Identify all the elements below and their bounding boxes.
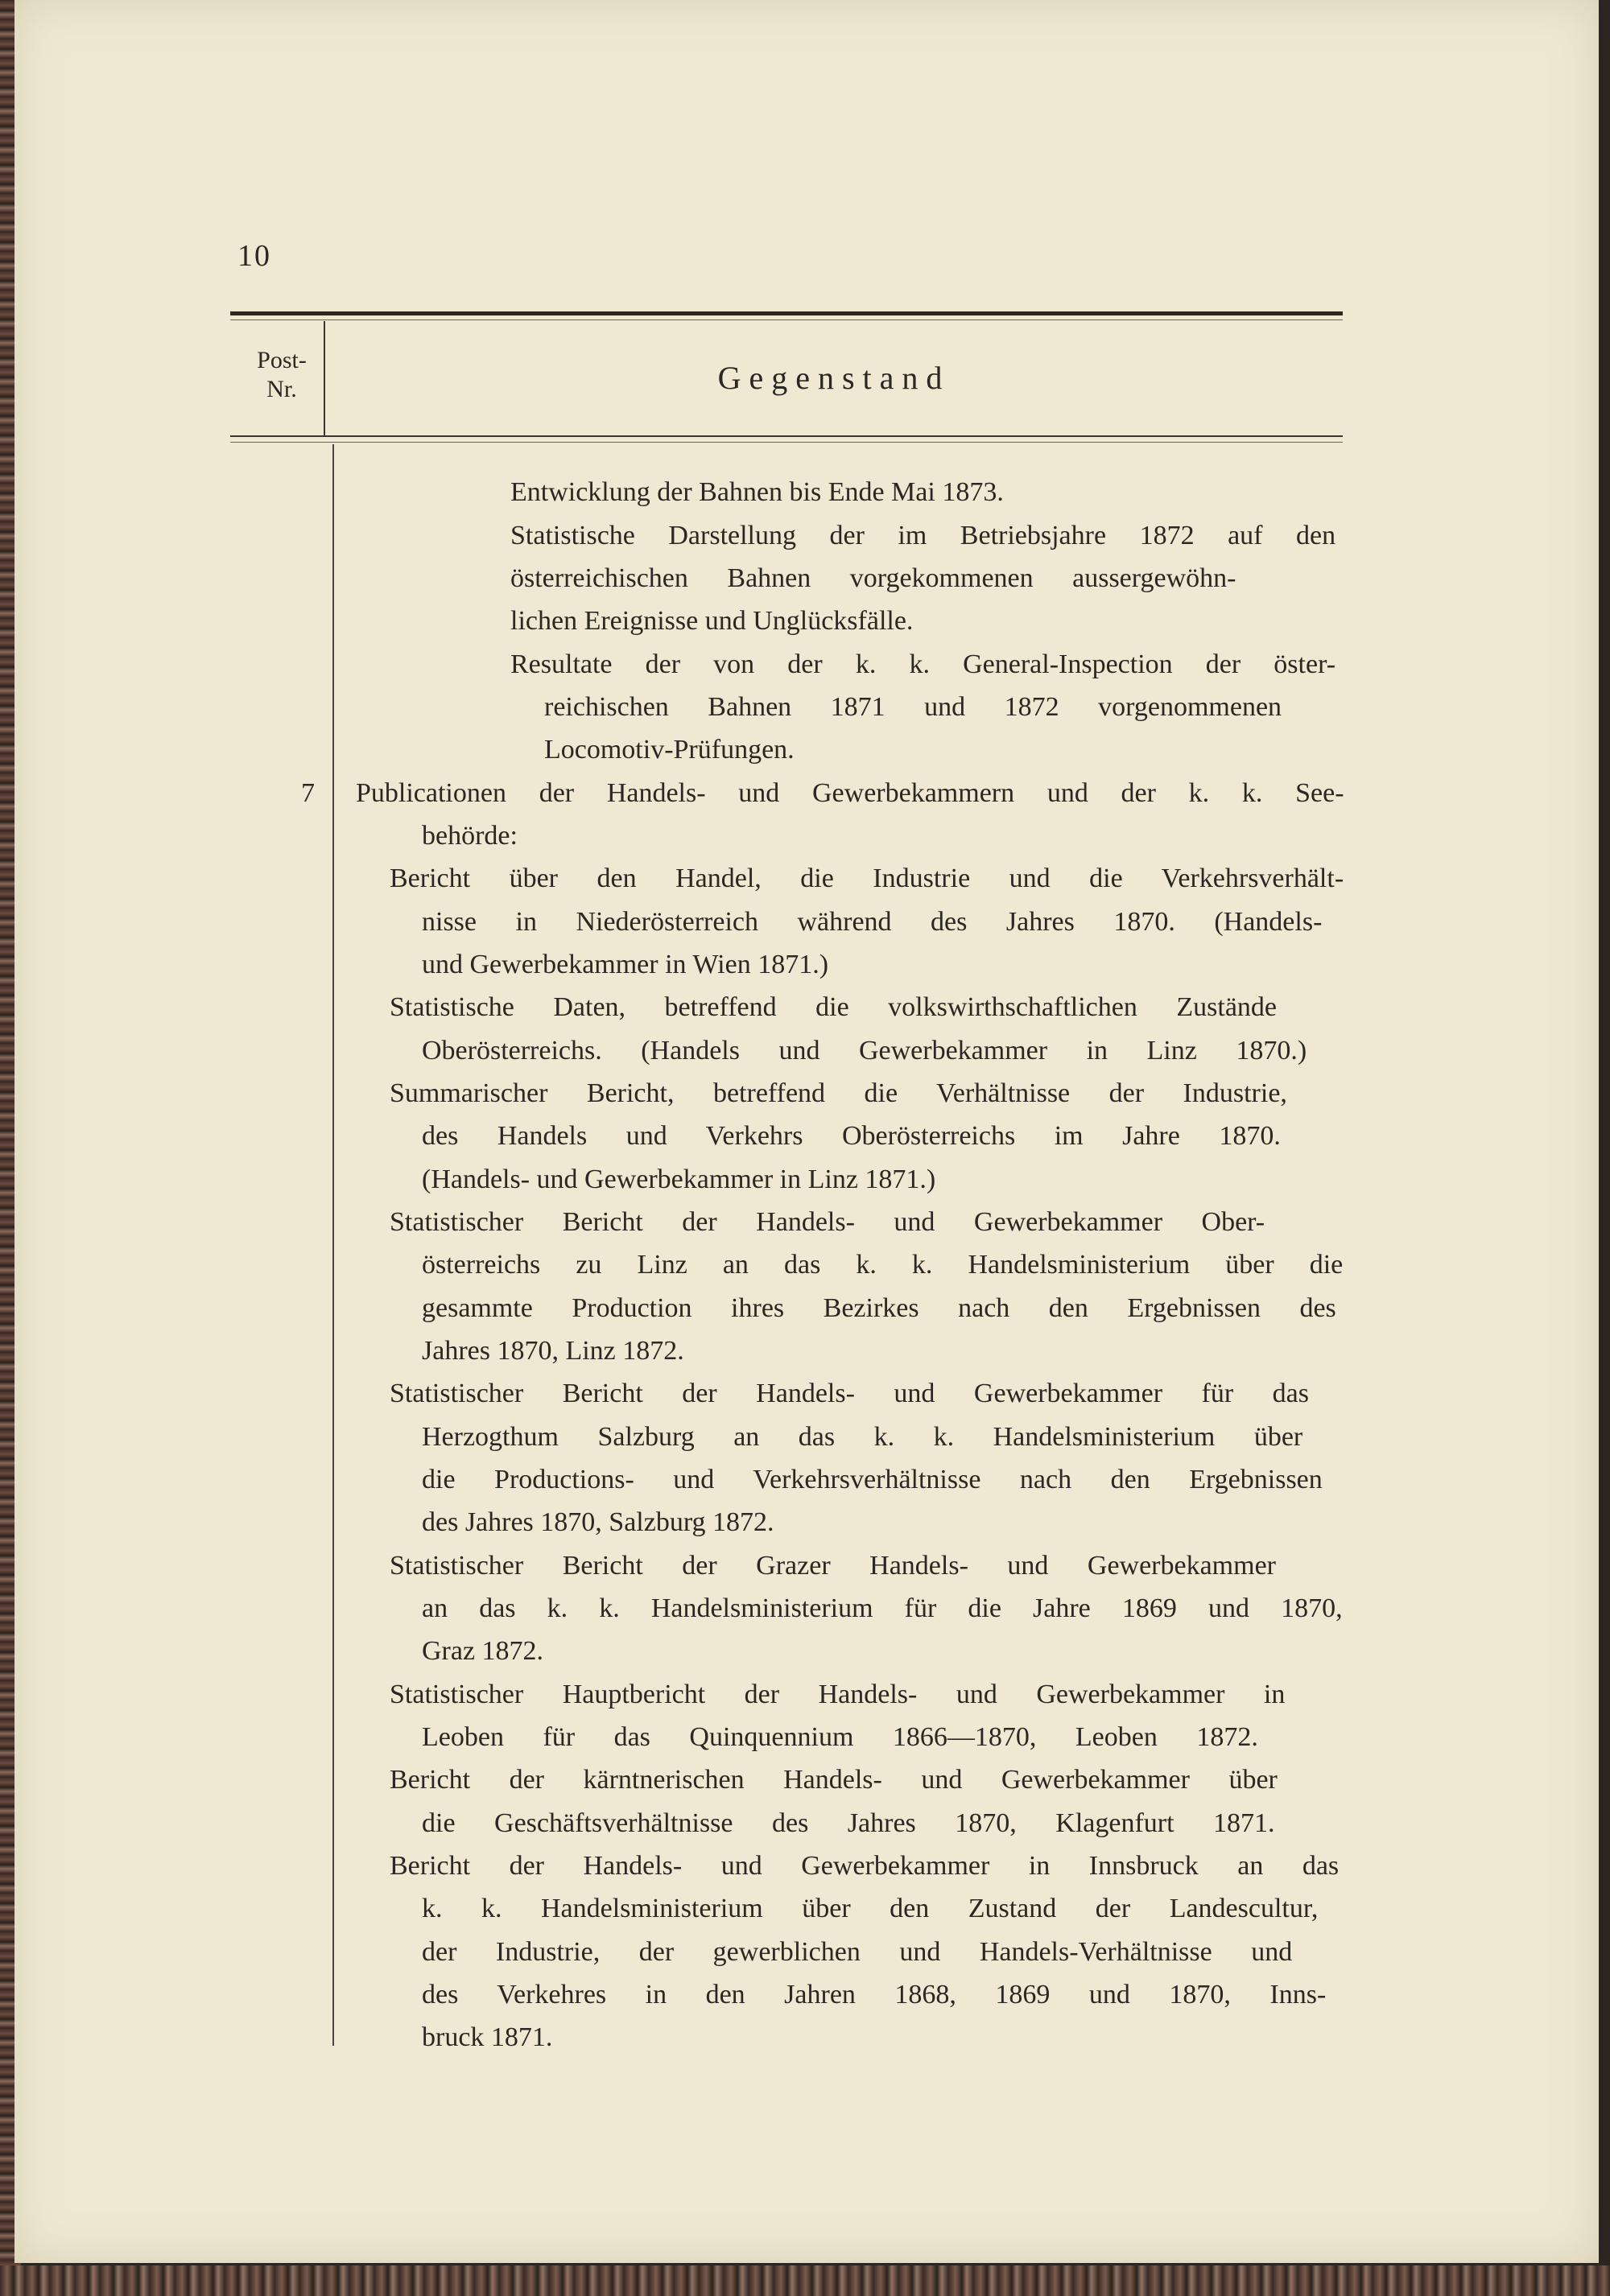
text-line: k. k. Handelsministerium über den Zustand der Landescultur, <box>422 1894 1319 1923</box>
text-line: österreichs zu Linz an das k. k. Handelsministerium über die <box>422 1250 1344 1280</box>
text-line: Statistischer Bericht der Handels- und Gewerbekammer Ober- <box>390 1207 1265 1237</box>
text-line: des Handels und Verkehrs Oberösterreichs im Jahre 1870. <box>422 1121 1281 1151</box>
text-line: an das k. k. Handelsministerium für die Jahre 1869 und 1870, <box>422 1593 1343 1623</box>
gegenstand-text-block <box>14 0 1599 2263</box>
text-line: Bericht der kärntnerischen Handels- und Gewerbekammer über <box>390 1765 1278 1795</box>
text-line: gesammte Production ihres Bezirkes nach den Ergebnissen des <box>422 1293 1336 1323</box>
post-nr-value: 7 <box>301 778 315 808</box>
text-line: Oberösterreichs. (Handels und Gewerbekammer in Linz 1870.) <box>422 1036 1307 1066</box>
text-line: Leoben für das Quinquennium 1866—1870, Leoben 1872. <box>422 1722 1258 1752</box>
text-line: reichischen Bahnen 1871 und 1872 vorgenommenen <box>544 692 1282 722</box>
text-line: nisse in Niederösterreich während des Jahres 1870. (Handels- <box>422 907 1323 937</box>
text-line: österreichischen Bahnen vorgekommenen aussergewöhn- <box>510 563 1236 593</box>
text-line: die Geschäftsverhältnisse des Jahres 1870, Klagenfurt 1871. <box>422 1808 1275 1838</box>
text-line: bruck 1871. <box>422 2022 553 2052</box>
text-line: der Industrie, der gewerblichen und Handels-Verhältnisse und <box>422 1937 1293 1967</box>
text-line: Statistische Daten, betreffend die volkswirthschaftlichen Zustände <box>390 992 1277 1022</box>
text-line: Statistischer Bericht der Handels- und Gewerbekammer für das <box>390 1379 1309 1408</box>
gegenstand-column-header: Gegenstand <box>717 360 951 396</box>
document-page <box>14 0 1599 2263</box>
text-line: und Gewerbekammer in Wien 1871.) <box>422 950 829 979</box>
text-line: lichen Ereignisse und Unglücksfälle. <box>510 606 914 636</box>
text-line: Jahres 1870, Linz 1872. <box>422 1336 684 1366</box>
post-nr-header-line2: Nr. <box>266 376 297 402</box>
text-line: Bericht über den Handel, die Industrie und die Verkehrsverhält- <box>390 864 1344 893</box>
text-line: Statistischer Bericht der Grazer Handels- und Gewerbekammer <box>390 1551 1276 1581</box>
text-line: des Jahres 1870, Salzburg 1872. <box>422 1507 774 1537</box>
bottom-binding-edge <box>0 2265 1610 2296</box>
text-line: Statistische Darstellung der im Betriebsjahre 1872 auf den <box>510 521 1336 550</box>
text-line: Statistischer Hauptbericht der Handels- und Gewerbekammer in <box>390 1680 1286 1709</box>
post-nr-header-line1: Post- <box>257 347 307 373</box>
text-line: Publicationen der Handels- und Gewerbekammern und der k. k. See- <box>356 778 1344 808</box>
text-line: Graz 1872. <box>422 1636 544 1666</box>
text-line: behörde: <box>422 821 518 851</box>
text-line: die Productions- und Verkehrsverhältnisse nach den Ergebnissen <box>422 1465 1323 1494</box>
text-line: Bericht der Handels- und Gewerbekammer in Innsbruck an das <box>390 1851 1340 1881</box>
text-line: (Handels- und Gewerbekammer in Linz 1871.) <box>422 1164 936 1194</box>
text-line: des Verkehres in den Jahren 1868, 1869 und 1870, Inns- <box>422 1980 1327 2010</box>
text-line: Resultate der von der k. k. General-Inspection der öster- <box>510 649 1336 679</box>
page-number: 10 <box>237 239 271 273</box>
text-line: Herzogthum Salzburg an das k. k. Handelsministerium über <box>422 1422 1303 1452</box>
text-line: Entwicklung der Bahnen bis Ende Mai 1873. <box>510 477 1004 507</box>
text-line: Locomotiv-Prüfungen. <box>544 735 795 765</box>
text-line: Summarischer Bericht, betreffend die Verhältnisse der Industrie, <box>390 1078 1287 1108</box>
